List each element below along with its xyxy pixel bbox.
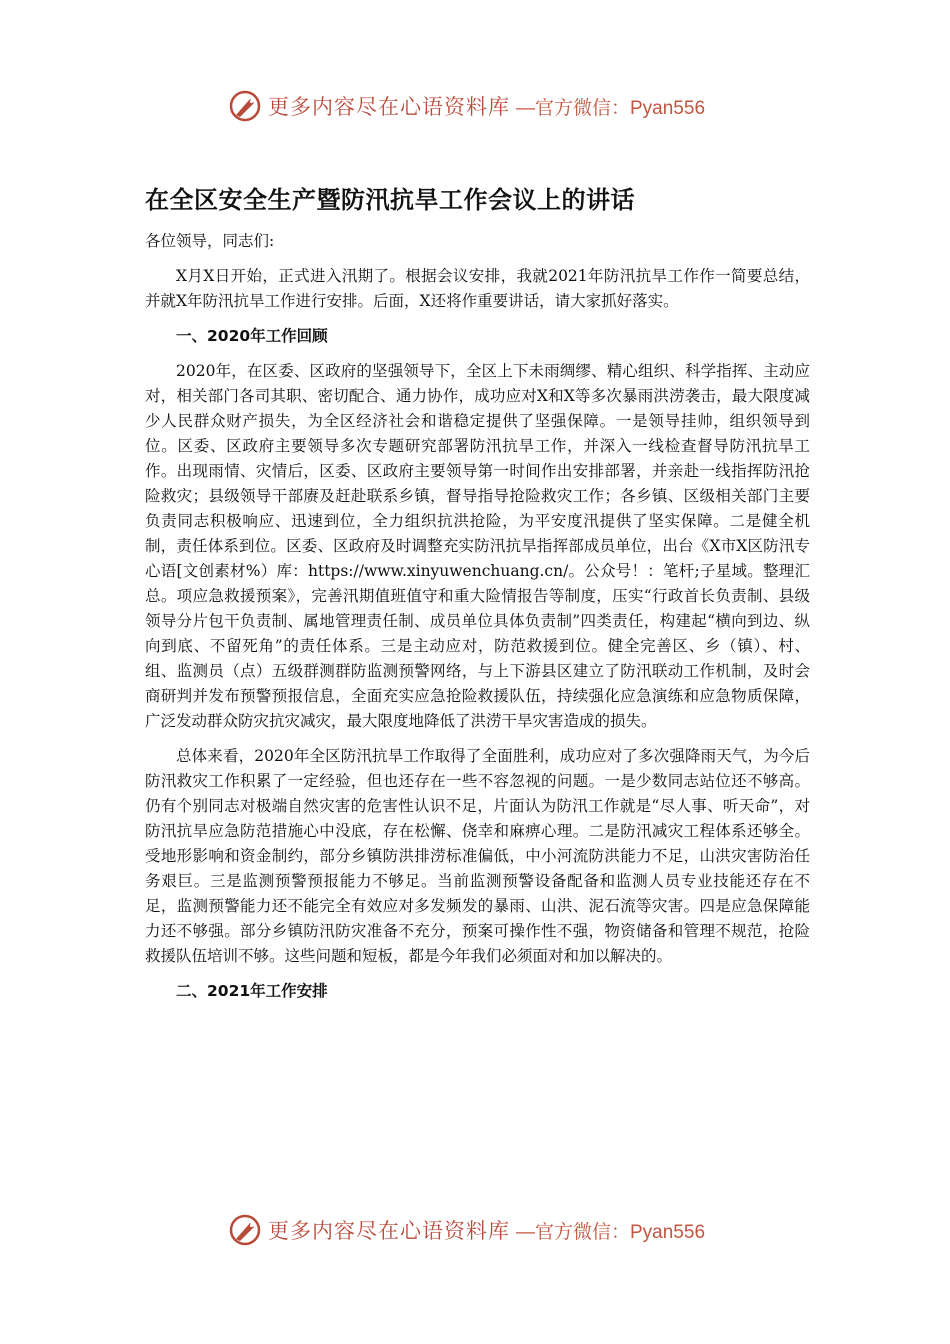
header-watermark — [228, 86, 705, 126]
pen-nib-logo-icon — [228, 1213, 262, 1247]
watermark-brand: 更多内容尽在心语资料库 — [268, 1219, 510, 1243]
pen-nib-logo-icon — [228, 89, 262, 123]
greeting: 各位领导，同志们: — [145, 232, 275, 250]
intro-paragraph: X月X日开始，正式进入汛期了。根据会议安排，我就2021年防汛抗旱工作作一简要总结，并就X年防汛抗旱工作进行安排。后面，X还将作重要讲话，请大家抓好落实。 — [145, 267, 810, 310]
section-heading-2: 二、2021年工作安排 — [176, 982, 328, 1000]
watermark-brand: 更多内容尽在心语资料库 — [268, 95, 510, 119]
footer-watermark — [228, 1210, 705, 1250]
watermark-contact: —官方微信：Pyan556 — [516, 1221, 706, 1243]
watermark-contact: —官方微信：Pyan556 — [516, 97, 706, 119]
section1-paragraph-2: 总体来看，2020年全区防汛抗旱工作取得了全面胜利，成功应对了多次强降雨天气，为今后防汛救灾工作积累了一定经验，但也还存在一些不容忽视的问题。一是少数同志站位还不够高。仍有个别同志对极端自然灾害的危害性认识不足，片面认为防汛工作就是“尽人事、听天命”，对防汛抗旱应急防范措施心中没底，存在松懈、侥幸和麻痹心理。二是防汛减灾工程体系还够全。受地形影响和资金制约，部分乡镇防洪排涝标准偏低，中小河流防洪能力不足，山洪灾害防治任务艰巨。三是监测预警预报能力不够足。当前监测预警设备配备和监测人员专业技能还存在不足，监测预警能力还不能完全有效应对多发频发的暴雨、山洪、泥石流等灾害。四是应急保障能力还不够强。部分乡镇防汛防灾准备不充分，预案可操作性不强，物资储备和管理不规范，抢险救援队伍培训不够。这些问题和短板，都是今年我们必须面对和加以解决的。 — [145, 747, 810, 965]
section1-paragraph-1: 2020年，在区委、区政府的坚强领导下，全区上下未雨绸缪、精心组织、科学指挥、主动应对，相关部门各司其职、密切配合、通力协作，成功应对X和X等多次暴雨洪涝袭击，最大限度减少人民群众财产损失，为全区经济社会和谐稳定提供了坚强保障。一是领导挂帅，组织领导到位。区委、区政府主要领导多次专题研究部署防汛抗旱工作，并深入一线检查督导防汛抗旱工作。出现雨情、灾情后，区委、区政府主要领导第一时间作出安排部署，并亲赴一线指挥防汛抢险救灾；县级领导干部赓及赶赴联系乡镇，督导指导抢险救灾工作；各乡镇、区级相关部门主要负责同志积极响应、迅速到位，全力组织抗洪抢险，为平安度汛提供了坚实保障。二是健全机制，责任体系到位。区委、区政府及时调整充实防汛抗旱指挥部成员单位，出台《X市X区防汛专心语[文创素材%）库：https://www.xinyuwenchuang.cn/。公众号！：笔杆;子星域。整理汇总。项应急救援预案》，完善汛期值班值守和重大险情报告等制度，压实“行政首长负责制、县级领导分片包干负责制、属地管理责任制、成员单位具体负责制”四类责任，构建起“横向到边、纵向到底、不留死角”的责任体系。三是主动应对，防范救援到位。健全完善区、乡（镇）、村、组、监测员（点）五级群测群防监测预警网络，与上下游县区建立了防汛联动工作机制，及时会商研判并发布预警预报信息，全面充实应急抢险救援队伍，持续强化应急演练和应急物质保障，广泛发动群众防灾抗灾减灾，最大限度地降低了洪涝干旱灾害造成的损失。 — [145, 362, 810, 730]
section-heading-1: 一、2020年工作回顾 — [176, 327, 328, 345]
document-body — [145, 168, 810, 1014]
document-title: 在全区安全生产暨防汛抗旱工作会议上的讲话 — [145, 186, 635, 214]
